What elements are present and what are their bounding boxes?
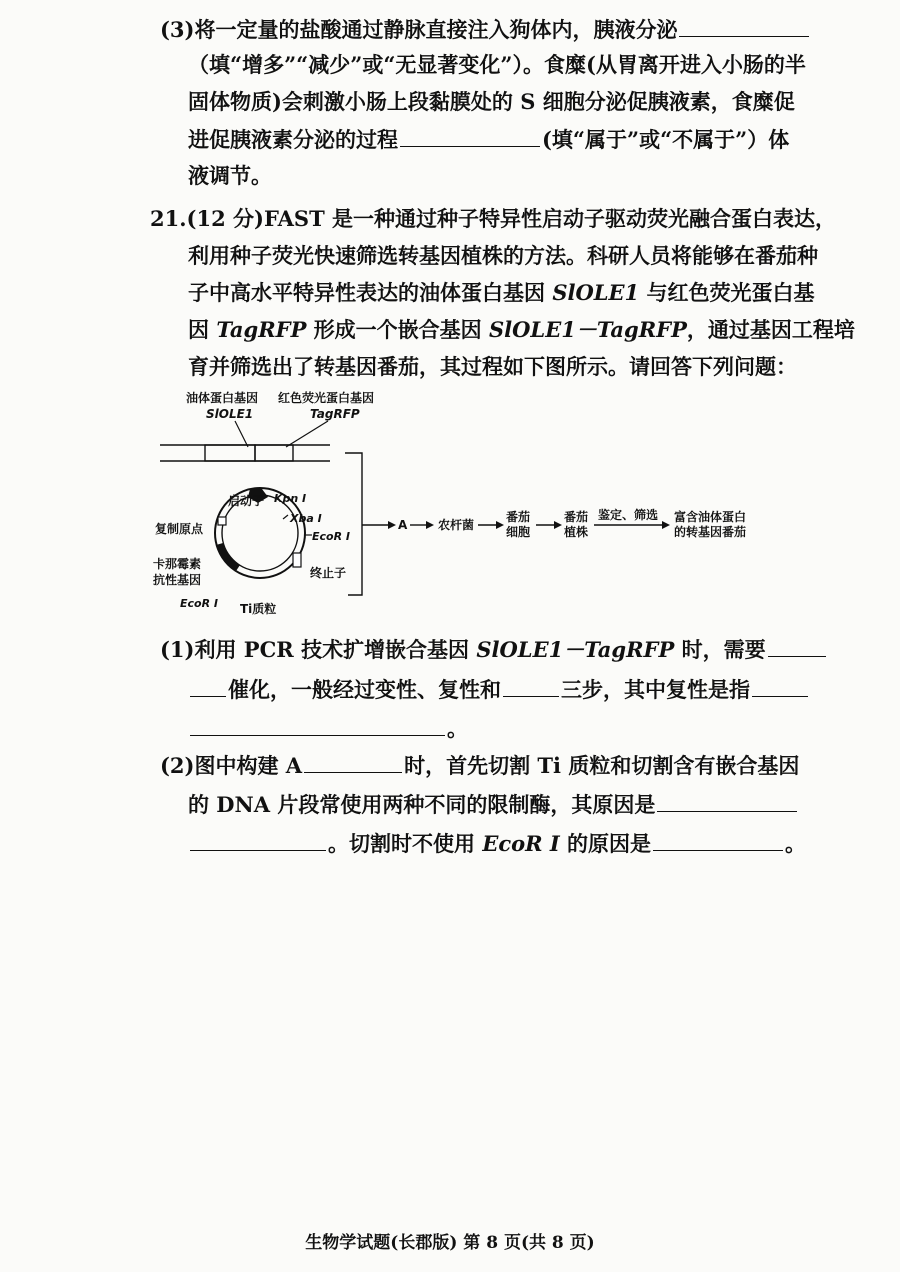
q21-line2: 利用种子荧光快速筛选转基因植株的方法。科研人员将能够在番茄种	[188, 243, 818, 268]
answer-blank[interactable]	[190, 674, 226, 697]
promoter-label: 启动子	[228, 494, 265, 508]
flow-plant-2: 植株	[564, 525, 589, 539]
q21-1-line2: 催化，一般经过变性、复性和 三步，其中复性是指	[188, 674, 810, 705]
answer-blank[interactable]	[190, 828, 326, 851]
dna-fragment	[160, 445, 330, 461]
flow-agrobacterium: 农杆菌	[438, 518, 475, 532]
answer-blank[interactable]	[768, 634, 826, 657]
terminator-block	[293, 553, 301, 567]
q20-3-line5: 液调节。	[188, 163, 272, 188]
q21-2-line3: 。切割时不使用 EcoR Ⅰ 的原因是 。	[188, 828, 806, 859]
answer-blank[interactable]	[657, 789, 797, 812]
ecor-left-label: EcoR Ⅰ	[180, 597, 218, 610]
answer-blank[interactable]	[304, 750, 402, 773]
q20-3-line1: (3)将一定量的盐酸通过静脉直接注入狗体内，胰液分泌	[160, 14, 811, 45]
kan-resistance-block	[216, 543, 240, 571]
q21-line3: 子中高水平特异性表达的油体蛋白基因 SlOLE1 与红色荧光蛋白基	[188, 280, 815, 305]
flow-result-2: 的转基因番茄	[674, 525, 747, 539]
flow-plant-1: 番茄	[564, 510, 589, 524]
gene2-label: 红色荧光蛋白基因	[278, 391, 375, 405]
ori-block	[218, 517, 226, 525]
answer-blank[interactable]	[653, 828, 783, 851]
answer-blank[interactable]	[679, 14, 809, 37]
flow-result-1: 富含油体蛋白	[674, 510, 747, 524]
gene1-name: SlOLE1	[206, 407, 254, 421]
kan-label-1: 卡那霉素	[153, 557, 202, 571]
q21-line1: 21.(12 分)FAST 是一种通过种子特异性启动子驱动荧光融合蛋白表达，	[150, 206, 837, 231]
kan-label-2: 抗性基因	[153, 573, 202, 587]
ecor-right-label: EcoR Ⅰ	[312, 530, 350, 543]
flow-screen: 鉴定、筛选	[598, 508, 659, 522]
terminator-label: 终止子	[310, 566, 347, 580]
gene2-name: TagRFP	[310, 407, 360, 421]
page-footer: 生物学试题(长郡版) 第 8 页(共 8 页)	[305, 1233, 595, 1253]
q21-line4: 因 TagRFP 形成一个嵌合基因 SlOLE1－TagRFP，通过基因工程培	[188, 317, 855, 342]
answer-blank[interactable]	[503, 674, 559, 697]
flow-a: A	[398, 518, 408, 532]
gene-engineering-figure	[150, 385, 780, 615]
q21-line5: 育并筛选出了转基因番茄，其过程如下图所示。请回答下列问题：	[188, 354, 797, 379]
q20-3-line4: 进促胰液素分泌的过程 (填“属于”或“不属于”）体	[188, 124, 789, 155]
ori-label: 复制原点	[155, 522, 204, 536]
answer-blank[interactable]	[400, 124, 540, 147]
q21-1-line3: 。	[188, 713, 468, 744]
answer-blank[interactable]	[190, 713, 445, 736]
kpn-label: Kpn Ⅰ	[274, 492, 307, 505]
plasmid-label: Ti质粒	[240, 602, 277, 615]
q21-2-line2: 的 DNA 片段常使用两种不同的限制酶，其原因是	[188, 789, 799, 820]
gene1-label: 油体蛋白基因	[186, 391, 259, 405]
q20-3-line2: （填“增多”“减少”或“无显著变化”）。食糜(从胃离开进入小肠的半	[188, 52, 806, 77]
q20-3-line3: 固体物质)会刺激小肠上段黏膜处的 S 细胞分泌促胰液素，食糜促	[188, 89, 795, 114]
q21-1-line1: (1)利用 PCR 技术扩增嵌合基因 SlOLE1－TagRFP 时，需要	[160, 634, 828, 665]
answer-blank[interactable]	[752, 674, 808, 697]
q21-2-line1: (2)图中构建 A 时，首先切割 Ti 质粒和切割含有嵌合基因	[160, 750, 799, 781]
flow-cell-1: 番茄	[506, 510, 531, 524]
flow-cell-2: 细胞	[506, 525, 531, 539]
xba-label: Xba Ⅰ	[290, 512, 322, 525]
